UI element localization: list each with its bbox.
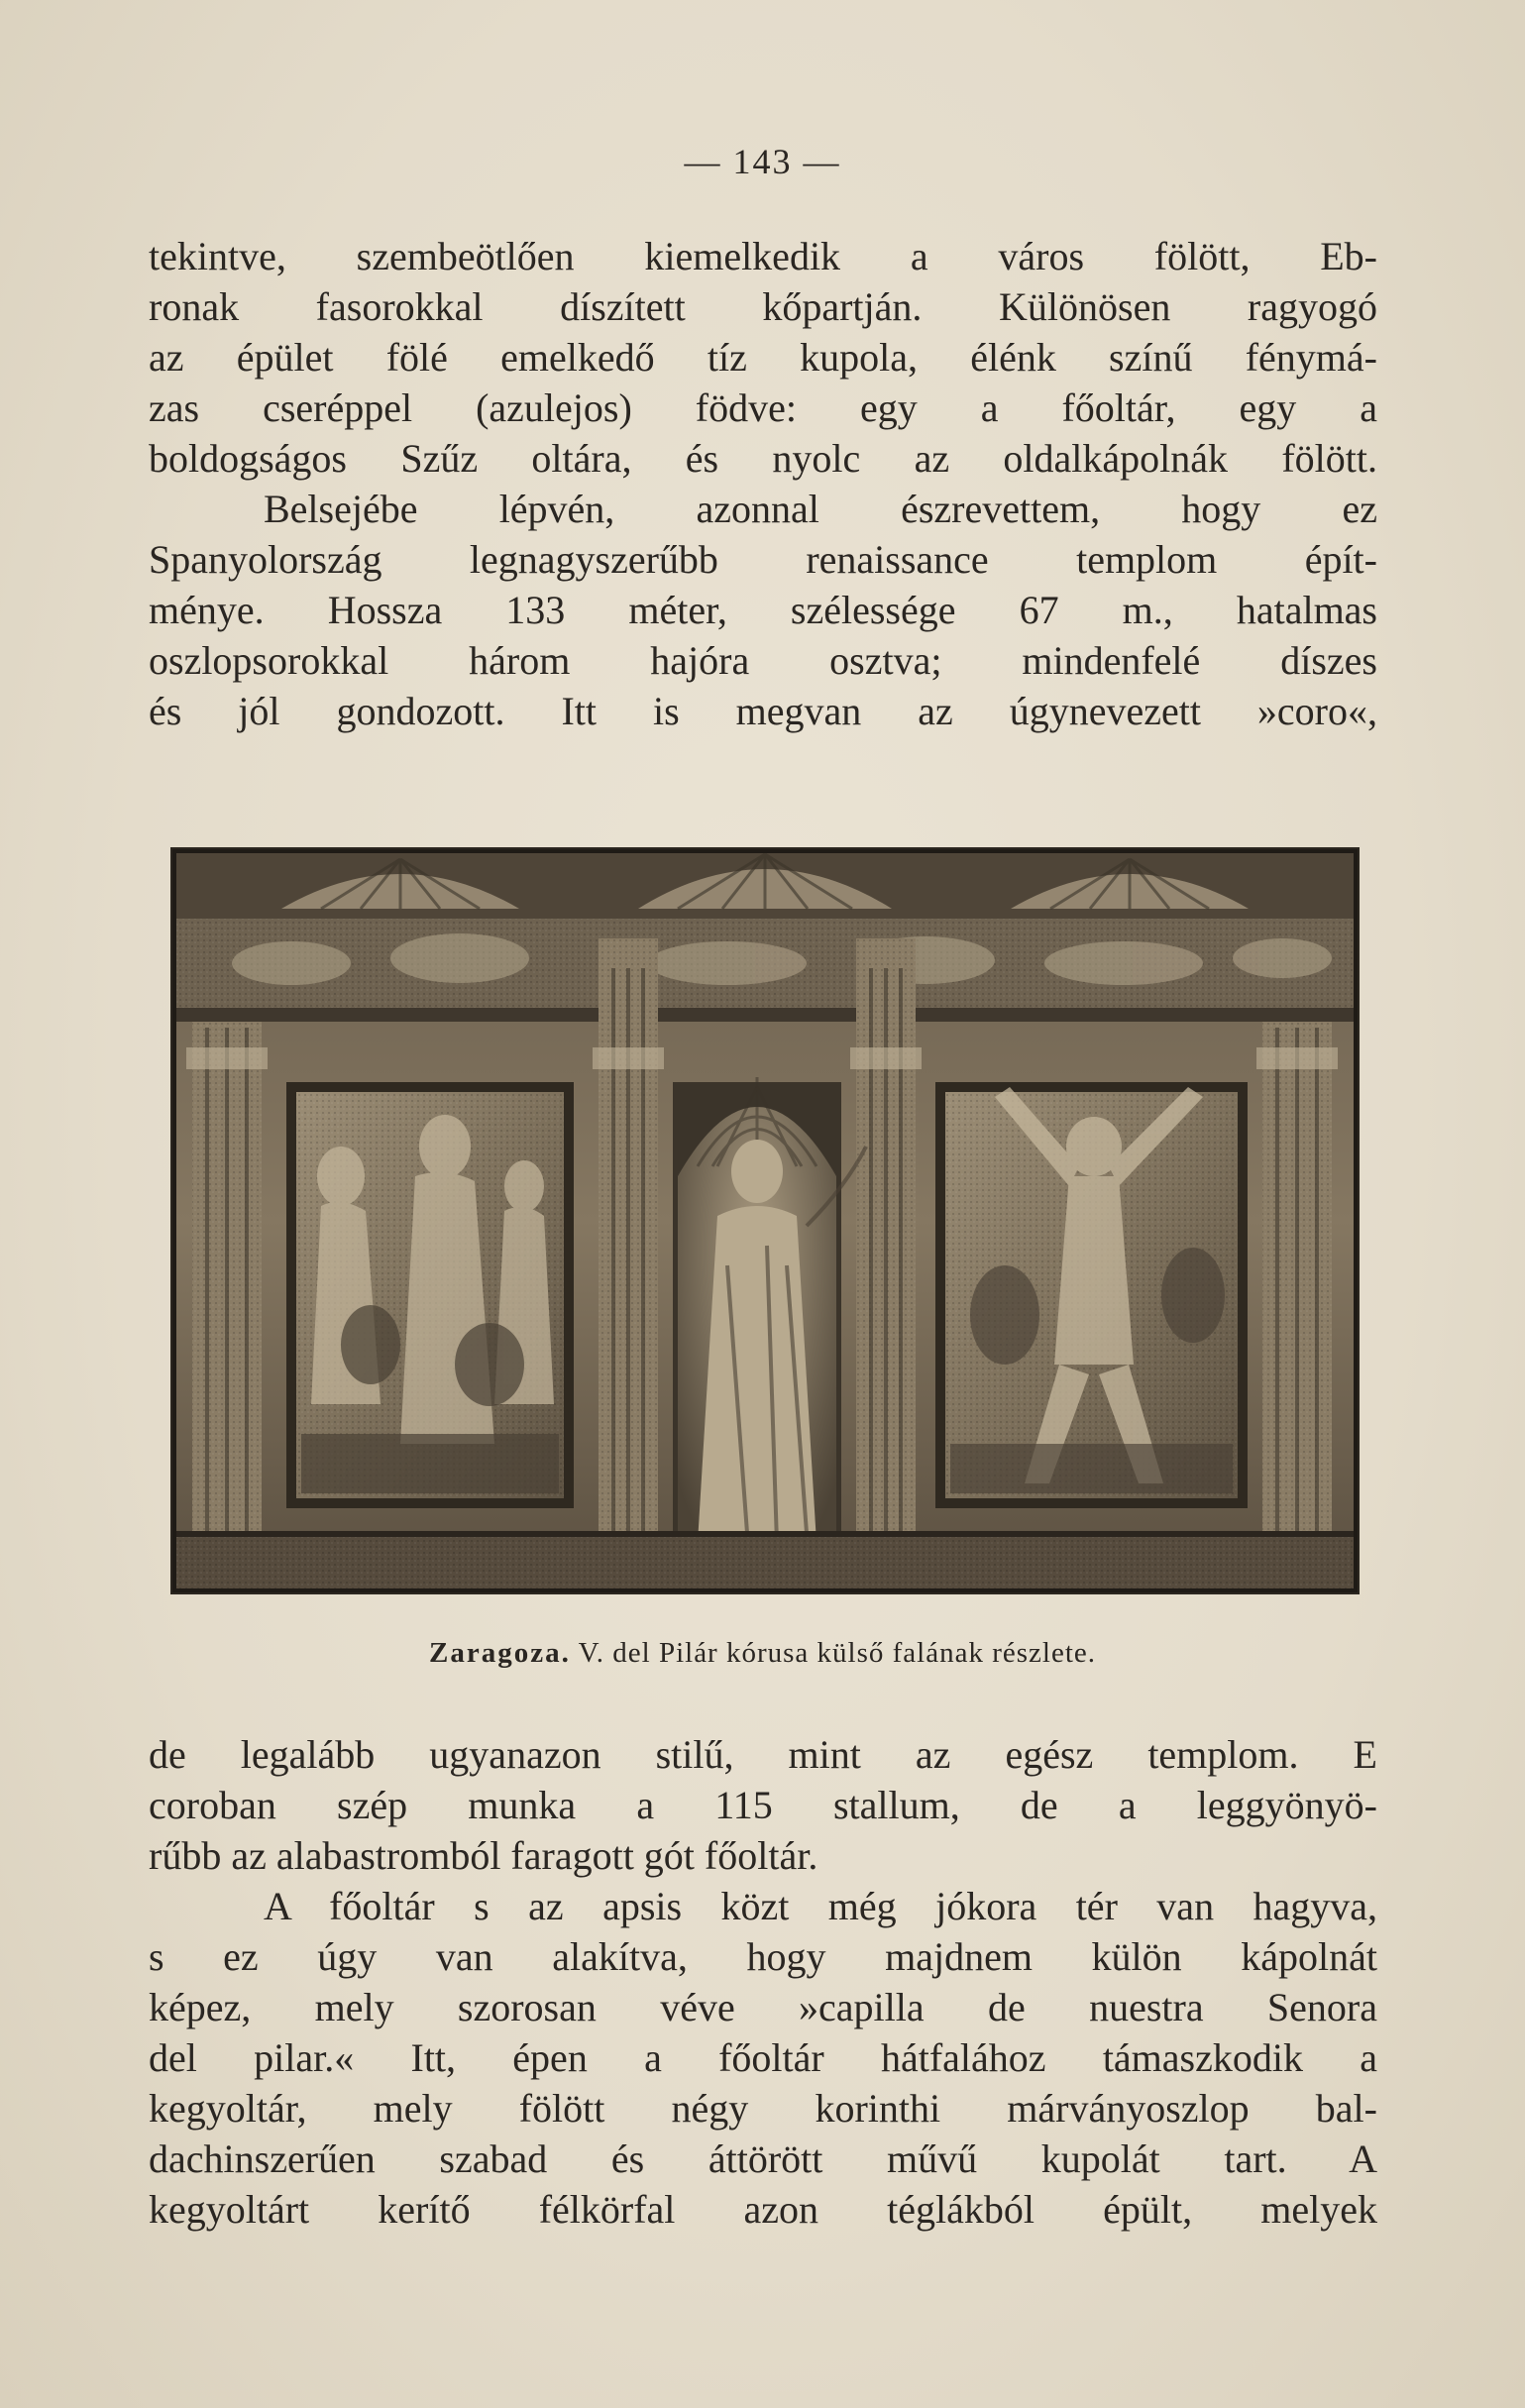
text-line: ronak fasorokkal díszített kőpartján. Különösen ragyogó: [149, 284, 1377, 329]
relief-illustration: [170, 847, 1360, 1594]
text-line: boldogságos Szűz oltára, és nyolc az oldalkápolnák fölött.: [149, 436, 1377, 481]
text-line: del pilar.« Itt, épen a főoltár hátfalához támaszkodik a: [149, 2035, 1377, 2080]
paragraph-top: [149, 231, 1377, 736]
text-line: kegyoltárt kerítő félkörfal azon téglákból épült, melyek: [149, 2187, 1377, 2232]
text-line: Belsejébe lépvén, azonnal észrevettem, hogy ez: [264, 487, 1377, 531]
text-line: kegyoltár, mely fölött négy korinthi márványoszlop bal-: [149, 2086, 1377, 2131]
text-line: az épület fölé emelkedő tíz kupola, élénk színű fénymá-: [149, 335, 1377, 380]
text-line: A főoltár s az apsis közt még jókora tér van hagyva,: [264, 1884, 1377, 1928]
caption-text: V. del Pilár kórusa külső falának részlete.: [578, 1637, 1096, 1669]
carved-relief-photo: [172, 849, 1358, 1592]
page-number: — 143 —: [684, 142, 841, 181]
figure-caption: [0, 1637, 1525, 1670]
text-line: ménye. Hossza 133 méter, szélessége 67 m., hatalmas: [149, 588, 1377, 632]
text-line: dachinszerűen szabad és áttörött művű kupolát tart. A: [149, 2136, 1377, 2181]
text-line: tekintve, szembeötlően kiemelkedik a város fölött, Eb-: [149, 234, 1377, 278]
text-line: zas cseréppel (azulejos) födve: egy a főoltár, egy a: [149, 385, 1377, 430]
text-line: és jól gondozott. Itt is megvan az úgynevezett »coro«,: [149, 689, 1377, 733]
paragraph-bottom: [149, 1729, 1377, 2235]
text-line: Spanyolország legnagyszerűbb renaissance templom épít-: [149, 537, 1377, 582]
text-line: de legalább ugyanazon stilű, mint az egész templom. E: [149, 1732, 1377, 1777]
text-line: oszlopsorokkal három hajóra osztva; mindenfelé díszes: [149, 638, 1377, 683]
text-line: képez, mely szorosan véve »capilla de nuestra Senora: [149, 1985, 1377, 2029]
caption-place: Zaragoza.: [428, 1637, 571, 1669]
text-line: rűbb az alabastromból faragott gót főoltár.: [149, 1833, 818, 1878]
text-line: s ez úgy van alakítva, hogy majdnem külön kápolnát: [149, 1934, 1377, 1979]
text-line: coroban szép munka a 115 stallum, de a leggyönyö-: [149, 1783, 1377, 1827]
